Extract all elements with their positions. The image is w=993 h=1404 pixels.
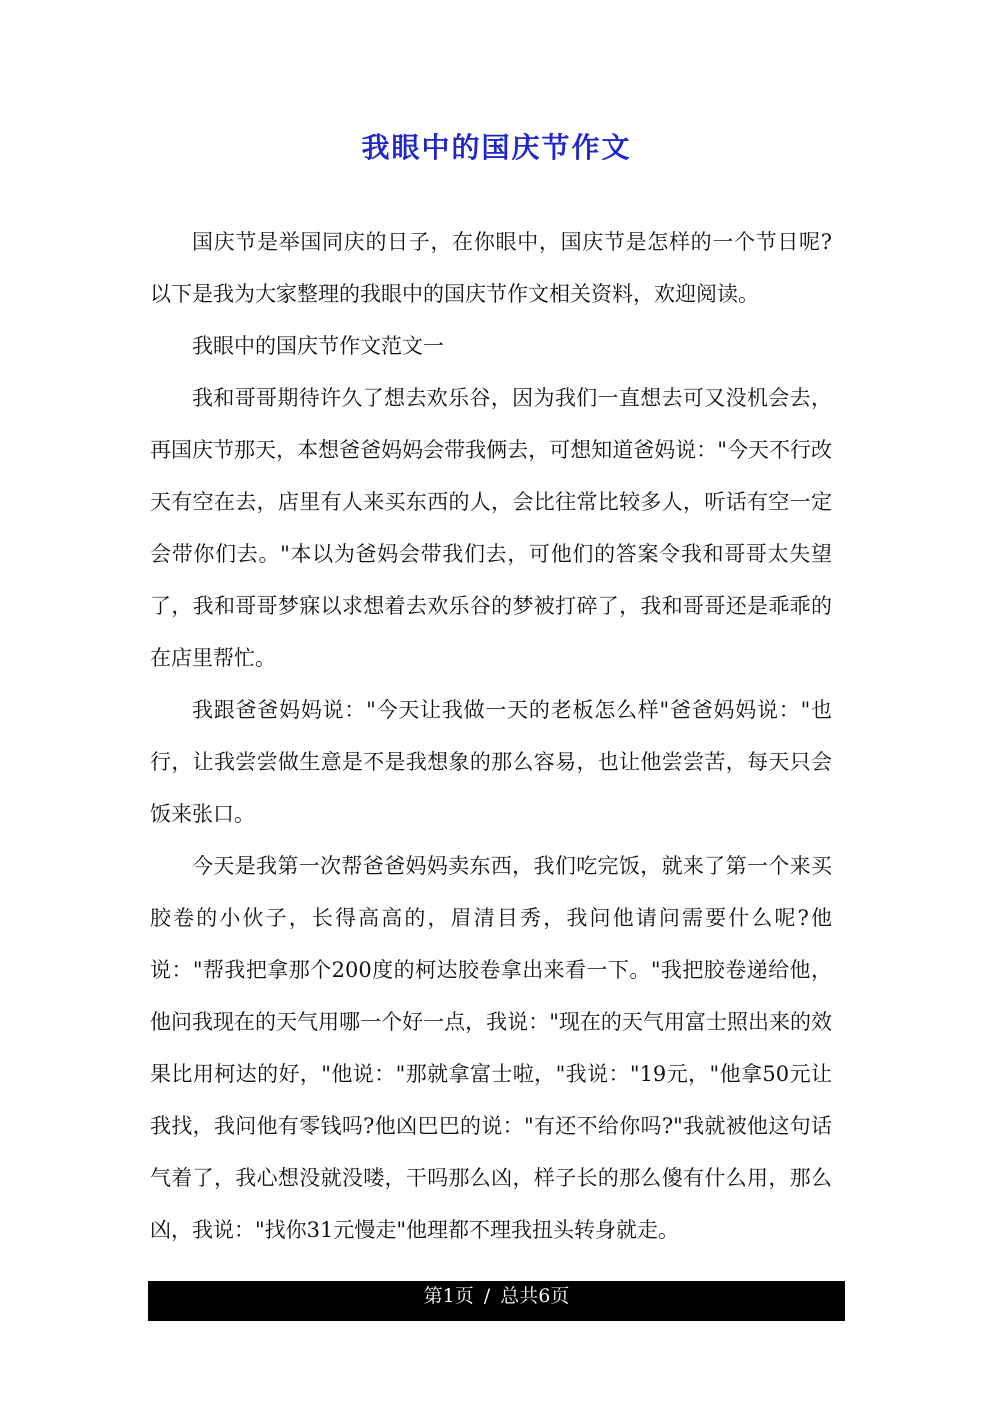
body-paragraph: 我跟爸爸妈妈说："今天让我做一天的老板怎么样"爸爸妈妈说："也行，让我尝尝做生意是不是我想象的那么容易，也让他尝尝苦，每天只会饭来张口。 — [150, 698, 832, 826]
page-footer-bar — [148, 1281, 845, 1321]
page-separator: / — [483, 1285, 491, 1307]
body-paragraph: 我和哥哥期待许久了想去欢乐谷，因为我们一直想去可又没机会去，再国庆节那天，本想爸爸妈妈会带我俩去，可想知道爸妈说："今天不行改天有空在去，店里有人来买东西的人，会比往常比较多人，听话有空一定会带你们去。"本以为爸妈会带我们去，可他们的答案令我和哥哥太失望了，我和哥哥梦寐以求想着去欢乐谷的梦被打碎了，我和哥哥还是乖乖的在店里帮忙。 — [150, 386, 832, 670]
page-number: 第1页 — [423, 1285, 474, 1307]
document-body — [150, 216, 832, 1256]
section-heading: 我眼中的国庆节作文范文一 — [192, 334, 444, 358]
page-total: 总共6页 — [500, 1285, 570, 1307]
body-paragraph: 今天是我第一次帮爸爸妈妈卖东西，我们吃完饭，就来了第一个来买胶卷的小伙子，长得高高的，眉清目秀，我问他请问需要什么呢?他说："帮我把拿那个200度的柯达胶卷拿出来看一下。"我把胶卷递给他，他问我现在的天气用哪一个好一点，我说："现在的天气用富士照出来的效果比用柯达的好，"他说："那就拿富士啦，"我说："19元，"他拿50元让我找，我问他有零钱吗?他凶巴巴的说："有还不给你吗?"我就被他这句话气着了，我心想没就没喽，干吗那么凶，样子长的那么傻有什么用，那么凶，我说："找你31元慢走"他理都不理我扭头转身就走。 — [150, 854, 832, 1242]
document-title: 我眼中的国庆节作文 — [361, 131, 632, 164]
intro-paragraph: 国庆节是举国同庆的日子，在你眼中，国庆节是怎样的一个节日呢?以下是我为大家整理的我眼中的国庆节作文相关资料，欢迎阅读。 — [150, 230, 832, 306]
